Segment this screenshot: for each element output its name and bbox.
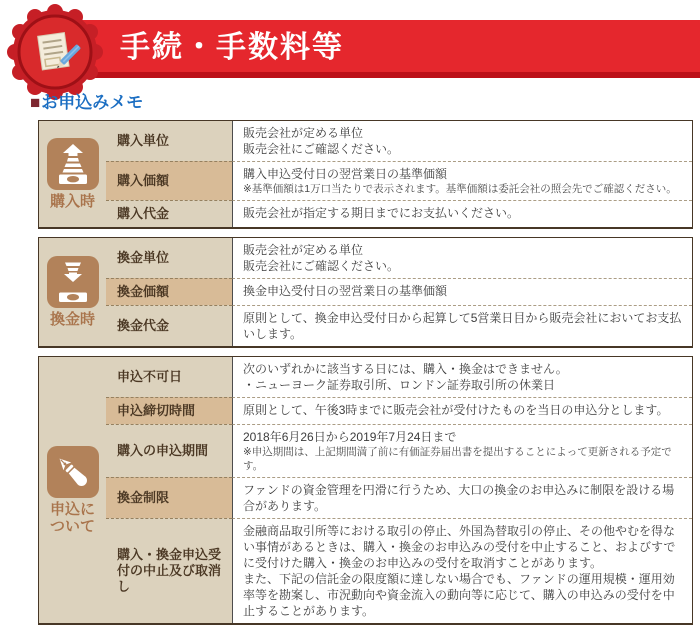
row-label: 換金代金 <box>106 305 232 346</box>
row-label: 購入の申込期間 <box>106 424 232 477</box>
category-label: 換金時 <box>49 311 95 328</box>
application-category-cell <box>39 357 106 623</box>
row-content: 原則として、換金申込受付日から起算して5営業日目から販売会社においてお支払いします。 <box>232 305 692 346</box>
row-content: 販売会社が定める単位 販売会社にご確認ください。 <box>232 238 692 278</box>
row-label: 換金単位 <box>106 238 232 278</box>
money-purchase-icon <box>47 138 99 190</box>
money-redeem-icon <box>47 256 99 308</box>
document-pencil-seal-icon <box>7 4 103 100</box>
row-content: 次のいずれかに該当する日には、購入・換金はできません。 ・ニューヨーク証券取引所、ロンドン証券取引所の休業日 <box>232 357 692 397</box>
redemption-table <box>38 237 693 348</box>
row-label: 申込締切時間 <box>106 397 232 424</box>
row-content: 2018年6月26日から2019年7月24日まで ※申込期間は、上記期間満了前に有価証券届出書を提出することによって更新される予定です。 <box>232 424 692 477</box>
row-content: 販売会社が定める単位 販売会社にご確認ください。 <box>232 121 692 161</box>
row-label: 購入価額 <box>106 161 232 200</box>
pen-nib-icon <box>47 446 99 498</box>
row-label: 申込不可日 <box>106 357 232 397</box>
row-label: 購入代金 <box>106 200 232 227</box>
category-label: 購入時 <box>49 193 95 210</box>
heading-bullet: ■ <box>30 93 41 112</box>
heading-text: お申込みメモ <box>41 93 144 112</box>
row-content: 購入申込受付日の翌営業日の基準価額 ※基準価額は1万口当たりで表示されます。基準価額は委託会社の照会先でご確認ください。 <box>232 161 692 200</box>
category-label: 申込に ついて <box>49 500 95 535</box>
row-content: 販売会社が指定する期日までにお支払いください。 <box>232 200 692 227</box>
memo-tables <box>38 120 693 633</box>
redemption-category-cell <box>39 238 106 346</box>
footnote: ※申込期間は、上記期間満了前に有価証券届出書を提出することによって更新される予定です。 <box>243 446 672 472</box>
row-content: 金融商品取引所等における取引の停止、外国為替取引の停止、その他やむを得ない事情があるときは、購入・換金のお申込みの受付を中止すること、およびすでに受付けた購入・換金のお申込みの受付を取消すことがあります。 また、下記の信託金の限度額に達しない場合でも、ファンドの運用規模・運用効率等を勘案し、市況動向や資金流入の動向等に応じて、購入の申込みの受付を中止することがあります。 <box>232 518 692 623</box>
row-label: 換金価額 <box>106 278 232 305</box>
footnote: ※基準価額は1万口当たりで表示されます。基準価額は委託会社の照会先でご確認ください。 <box>243 183 677 195</box>
purchase-table <box>38 120 693 229</box>
row-content: 原則として、午後3時までに販売会社が受付けたものを当日の申込分とします。 <box>232 397 692 424</box>
application-table <box>38 356 693 625</box>
purchase-category-cell <box>39 121 106 227</box>
row-content: 換金申込受付日の翌営業日の基準価額 <box>232 278 692 305</box>
row-label: 購入単位 <box>106 121 232 161</box>
section-banner <box>40 20 700 78</box>
row-content: ファンドの資金管理を円滑に行うため、大口の換金のお申込みに制限を設ける場合があります。 <box>232 477 692 518</box>
memo-section-heading <box>30 93 143 113</box>
row-label: 購入・換金申込受付の中止及び取消し <box>106 518 232 623</box>
row-label: 換金制限 <box>106 477 232 518</box>
page-title: 手続・手数料等 <box>120 31 344 65</box>
